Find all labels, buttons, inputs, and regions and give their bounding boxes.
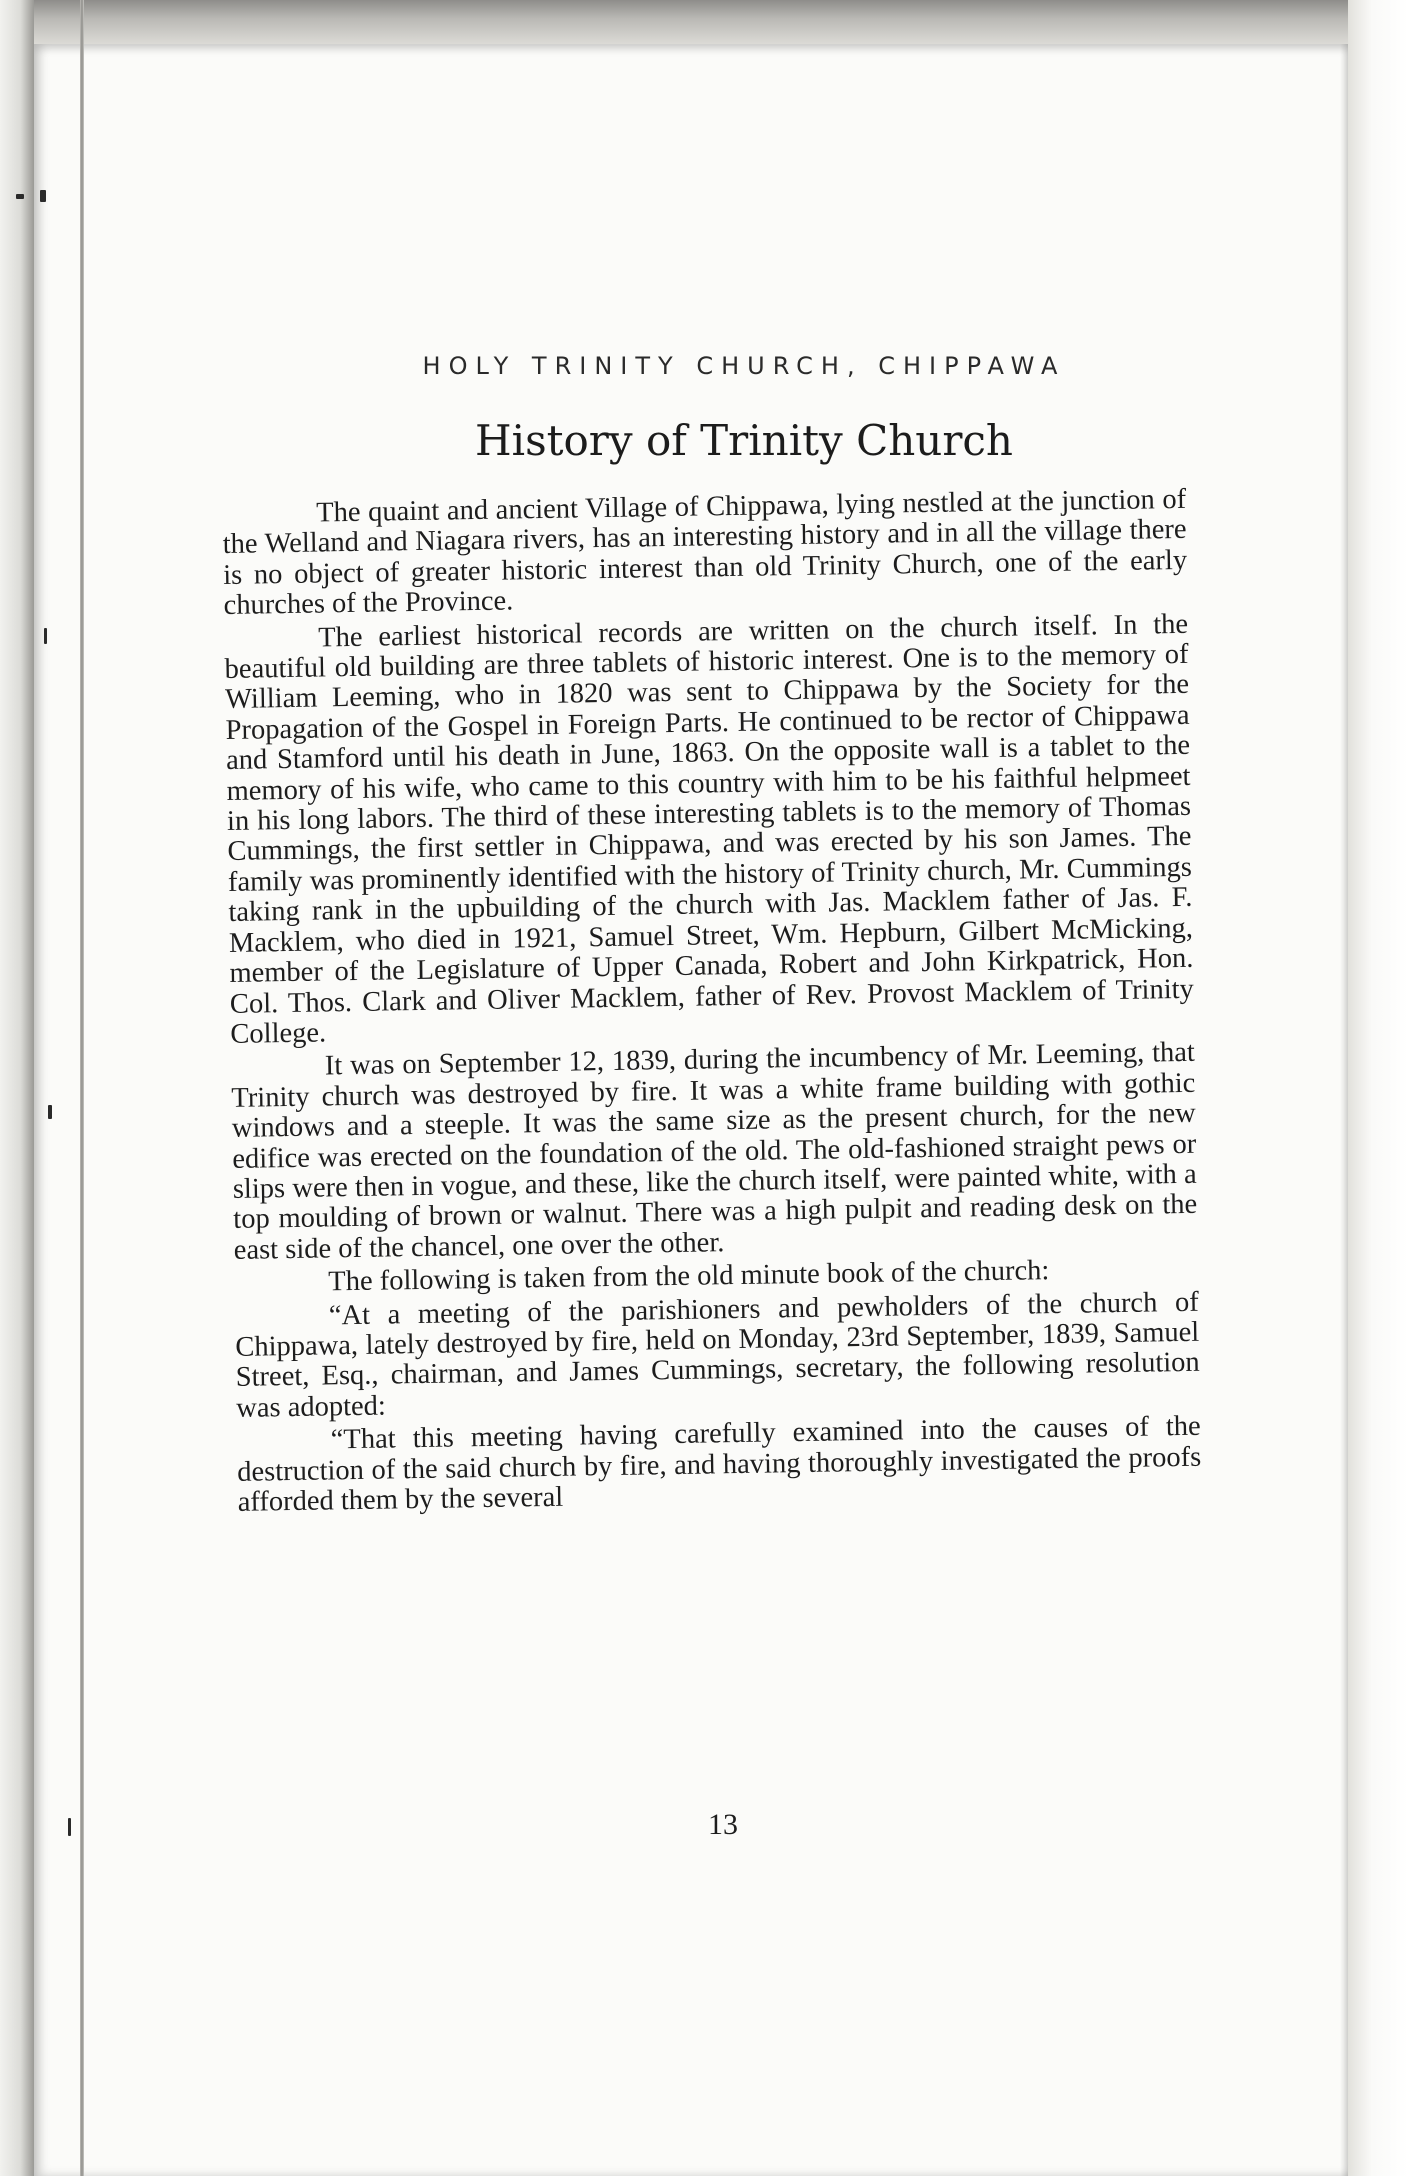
scan-right-edge	[1348, 0, 1408, 2176]
margin-mark	[16, 194, 24, 199]
margin-mark	[40, 190, 46, 202]
paragraph: The quaint and ancient Village of Chippawa, lying nestled at the junction of the Welland and Niagara rivers, has an interesting history and in all the village there is no object of greater historic interest than old Trinity Church, one of the early churches of the Province.	[222, 483, 1188, 622]
paragraph: The earliest historical records are written on the church itself. In the beautiful old building are three tablets of historic interest. One is to the memory of William Leeming, who in 1820 was sent to Chippawa by the Society for the Propagation of the Gospel in Foreign Parts. He continued to be rector of Chippawa and Stamford until his death in June, 1863. On the opposite wall is a tablet to the memory of his wife, who came to this country with him to be his faithful helpmeet in his long labors. The third of these interesting tablets is to the memory of Thomas Cummings, the first settler in Chippawa, and was erected by his son James. The family was prominently identified with the history of Trinity church, Mr. Cummings taking rank in the upbuilding of the church with Jas. Macklem father of Jas. F. Macklem, who died in 1921, Samuel Street, Wm. Hepburn, Gilbert McMicking, member of the Legislature of Upper Canada, Robert and John Kirkpatrick, Hon. Col. Thos. Clark and Oliver Macklem, father of Rev. Provost Macklem of Trinity College.	[224, 608, 1195, 1050]
scan-left-edge	[0, 0, 34, 2176]
page-number: 13	[708, 1808, 738, 1841]
running-head: HOLY TRINITY CHURCH, CHIPPAWA	[422, 352, 1066, 380]
paragraph: The following is taken from the old minute book of the church:	[328, 1255, 1050, 1298]
margin-mark	[44, 628, 47, 644]
paragraph: It was on September 12, 1839, during the incumbency of Mr. Leeming, that Trinity church was destroyed by fire. It was a white frame building with gothic windows and a steeple. It was the same size as the present church, for the new edifice was erected on the foundation of the old. The old-fashioned straight pews or slips were then in vogue, and these, like the church itself, were painted white, with a top moulding of brown or walnut. There was a high pulpit and reading desk on the east side of the chancel, one over the other.	[231, 1037, 1198, 1266]
body-text	[222, 485, 1202, 1521]
page-title: History of Trinity Church	[475, 416, 1013, 465]
paragraph: “That this meeting having carefully examined into the causes of the destruction of the said church by fire, and having thoroughly investigated the proofs afforded them by the several	[237, 1410, 1202, 1518]
paragraph: “At a meeting of the parishioners and pewholders of the church of Chippawa, lately destroyed by fire, held on Monday, 23rd September, 1839, Samuel Street, Esq., chairman, and James Cummings, secretary, the following resolution was adopted:	[235, 1286, 1200, 1424]
binding-gutter	[80, 0, 84, 2176]
margin-mark	[48, 1105, 52, 1119]
